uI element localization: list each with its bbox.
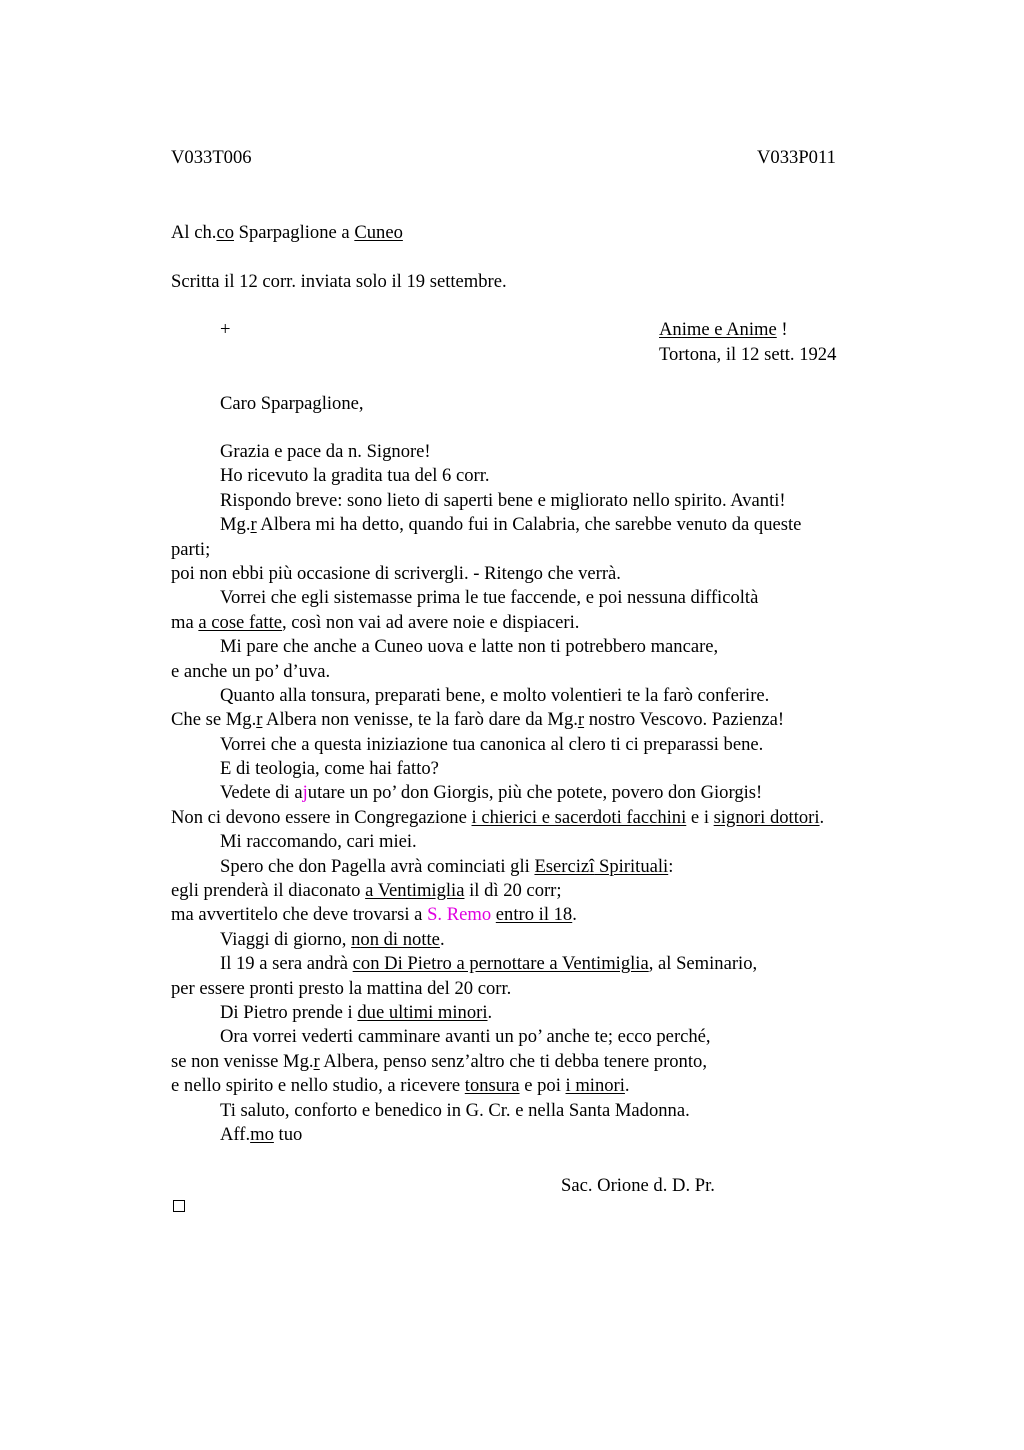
letter-line bbox=[171, 928, 911, 952]
letter-line: Mi pare che anche a Cuneo uova e latte non ti potrebbero mancare, bbox=[220, 636, 719, 658]
text-span: il dì 20 corr; bbox=[464, 880, 562, 902]
text-span: nostro Vescovo. Pazienza! bbox=[584, 709, 785, 731]
text-span: Non ci devono essere in Congregazione bbox=[171, 806, 472, 828]
text-span: ma bbox=[171, 611, 199, 633]
text-span: Albera mi ha detto, quando fui in Calabria, che sarebbe venuto da queste bbox=[256, 514, 802, 536]
letter-line: Vorrei che a questa iniziazione tua canonica al clero ti ci preparassi bene. bbox=[220, 733, 764, 755]
salutation: Caro Sparpaglione, bbox=[220, 393, 364, 414]
text-span: ! bbox=[776, 319, 788, 340]
underlined-span: Cuneo bbox=[354, 222, 403, 243]
text-span: e i bbox=[686, 806, 714, 828]
text-span: Spero che don Pagella avrà cominciati gli bbox=[220, 855, 535, 877]
text-span: Albera, penso senz’altro che ti debba tenere pronto, bbox=[319, 1050, 707, 1072]
text-span: . bbox=[487, 1001, 493, 1023]
letter-line: Quanto alla tonsura, preparati bene, e molto volentieri te la farò conferire. bbox=[220, 684, 770, 706]
letter-line: Vorrei che egli sistemasse prima le tue faccende, e poi nessuna difficoltà bbox=[220, 587, 759, 609]
text-span: tuo bbox=[273, 1123, 303, 1145]
dispatch-note: Scritta il 12 corr. inviata solo il 19 settembre. bbox=[171, 271, 507, 292]
letter-line: E di teologia, come hai fatto? bbox=[220, 758, 439, 780]
place-date: Tortona, il 12 sett. 1924 bbox=[659, 344, 837, 365]
letter-line bbox=[171, 781, 911, 805]
text-span: Mg. bbox=[220, 514, 251, 536]
text-span: . bbox=[572, 904, 577, 926]
underlined-span: i minori bbox=[565, 1075, 625, 1097]
text-span: e poi bbox=[519, 1075, 566, 1097]
underlined-span: signori dottori bbox=[713, 806, 820, 828]
letter-line bbox=[171, 855, 911, 879]
letter-line bbox=[171, 611, 911, 635]
letter-line: Rispondo breve: sono lieto di saperti bene e migliorato nello spirito. Avanti! bbox=[220, 489, 786, 511]
letter-line: poi non ebbi più occasione di scrivergli. - Ritengo che verrà. bbox=[171, 562, 621, 584]
letter-line bbox=[171, 1050, 911, 1074]
underlined-span: a cose fatte bbox=[198, 611, 282, 633]
text-span: Il 19 a sera andrà bbox=[220, 953, 353, 975]
text-span: e nello spirito e nello studio, a ricevere bbox=[171, 1075, 465, 1097]
text-span: egli prenderà il diaconato bbox=[171, 880, 366, 902]
underlined-span: mo bbox=[250, 1123, 274, 1145]
letter-line: Ora vorrei vederti camminare avanti un po’ anche te; ecco perché, bbox=[220, 1026, 711, 1048]
underlined-span: r bbox=[250, 514, 257, 536]
letter-line bbox=[171, 1074, 911, 1098]
letter-line: Ti saluto, conforto e benedico in G. Cr. e nella Santa Madonna. bbox=[220, 1099, 690, 1121]
checkbox-icon bbox=[173, 1200, 185, 1212]
text-span: . bbox=[819, 806, 825, 828]
text-span: ma avvertitelo che deve trovarsi a bbox=[171, 904, 428, 926]
text-span: Sparpaglione a bbox=[234, 222, 355, 243]
text-span: utare un po’ don Giorgis, più che potete, povero don Giorgis! bbox=[307, 782, 763, 804]
document-code-right: V033P011 bbox=[757, 147, 836, 168]
letter-line: per essere pronti presto la mattina del 20 corr. bbox=[171, 977, 512, 999]
text-span: Di Pietro prende i bbox=[220, 1001, 358, 1023]
letter-line bbox=[171, 1001, 911, 1025]
text-span: Al ch. bbox=[171, 222, 217, 243]
underlined-span: non di notte bbox=[351, 928, 440, 950]
underlined-span: r bbox=[577, 709, 585, 731]
underlined-span: r bbox=[313, 1050, 320, 1072]
letter-line bbox=[171, 903, 911, 927]
text-span: Vedete di a bbox=[220, 782, 303, 804]
underlined-span: r bbox=[256, 709, 263, 731]
letter-line bbox=[171, 806, 911, 830]
letter-line bbox=[171, 1123, 911, 1147]
highlighted-span: S. Remo bbox=[427, 904, 492, 926]
letter-line: e anche un po’ d’uva. bbox=[171, 660, 331, 682]
underlined-span: i chierici e sacerdoti facchini bbox=[471, 806, 687, 828]
letter-line bbox=[171, 879, 911, 903]
underlined-span: Esercizî bbox=[534, 855, 595, 877]
letter-line: Mi raccomando, cari miei. bbox=[220, 831, 417, 853]
text-span: Che se Mg. bbox=[171, 709, 257, 731]
motto-text: Anime e Anime bbox=[659, 319, 777, 340]
text-span: . bbox=[439, 928, 445, 950]
signature: Sac. Orione d. D. Pr. bbox=[561, 1175, 715, 1196]
underlined-span: entro il 18 bbox=[495, 904, 573, 926]
letter-line bbox=[171, 708, 911, 732]
letter-line: Ho ricevuto la gradita tua del 6 corr. bbox=[220, 465, 490, 487]
underlined-span: con Di Pietro a pernottare a Ventimiglia bbox=[352, 953, 649, 975]
text-span: : bbox=[668, 855, 674, 877]
underlined-span: a Ventimiglia bbox=[365, 880, 465, 902]
underlined-span: tonsura bbox=[464, 1075, 520, 1097]
letter-line: parti; bbox=[171, 538, 211, 560]
letter-line bbox=[171, 952, 911, 976]
text-span: Viaggi di giorno, bbox=[220, 928, 352, 950]
underlined-span: co bbox=[216, 222, 235, 243]
text-span: Albera non venisse, te la farò dare da Mg. bbox=[262, 709, 578, 731]
highlighted-span: j bbox=[302, 782, 308, 804]
cross-symbol: + bbox=[220, 319, 231, 340]
text-span: se non venisse Mg. bbox=[171, 1050, 314, 1072]
text-span: Aff. bbox=[220, 1123, 251, 1145]
text-span: , al Seminario, bbox=[648, 953, 758, 975]
recipient-line bbox=[171, 221, 403, 245]
document-code-left: V033T006 bbox=[171, 147, 252, 168]
letter-body bbox=[171, 440, 911, 1147]
motto bbox=[659, 318, 788, 342]
underlined-span: Spirituali bbox=[599, 855, 669, 877]
text-span: . bbox=[624, 1075, 630, 1097]
text-span: , così non vai ad avere noie e dispiaceri. bbox=[282, 611, 580, 633]
letter-line: Grazia e pace da n. Signore! bbox=[220, 441, 431, 462]
underlined-span: due ultimi minori bbox=[357, 1001, 488, 1023]
letter-line bbox=[171, 513, 911, 537]
